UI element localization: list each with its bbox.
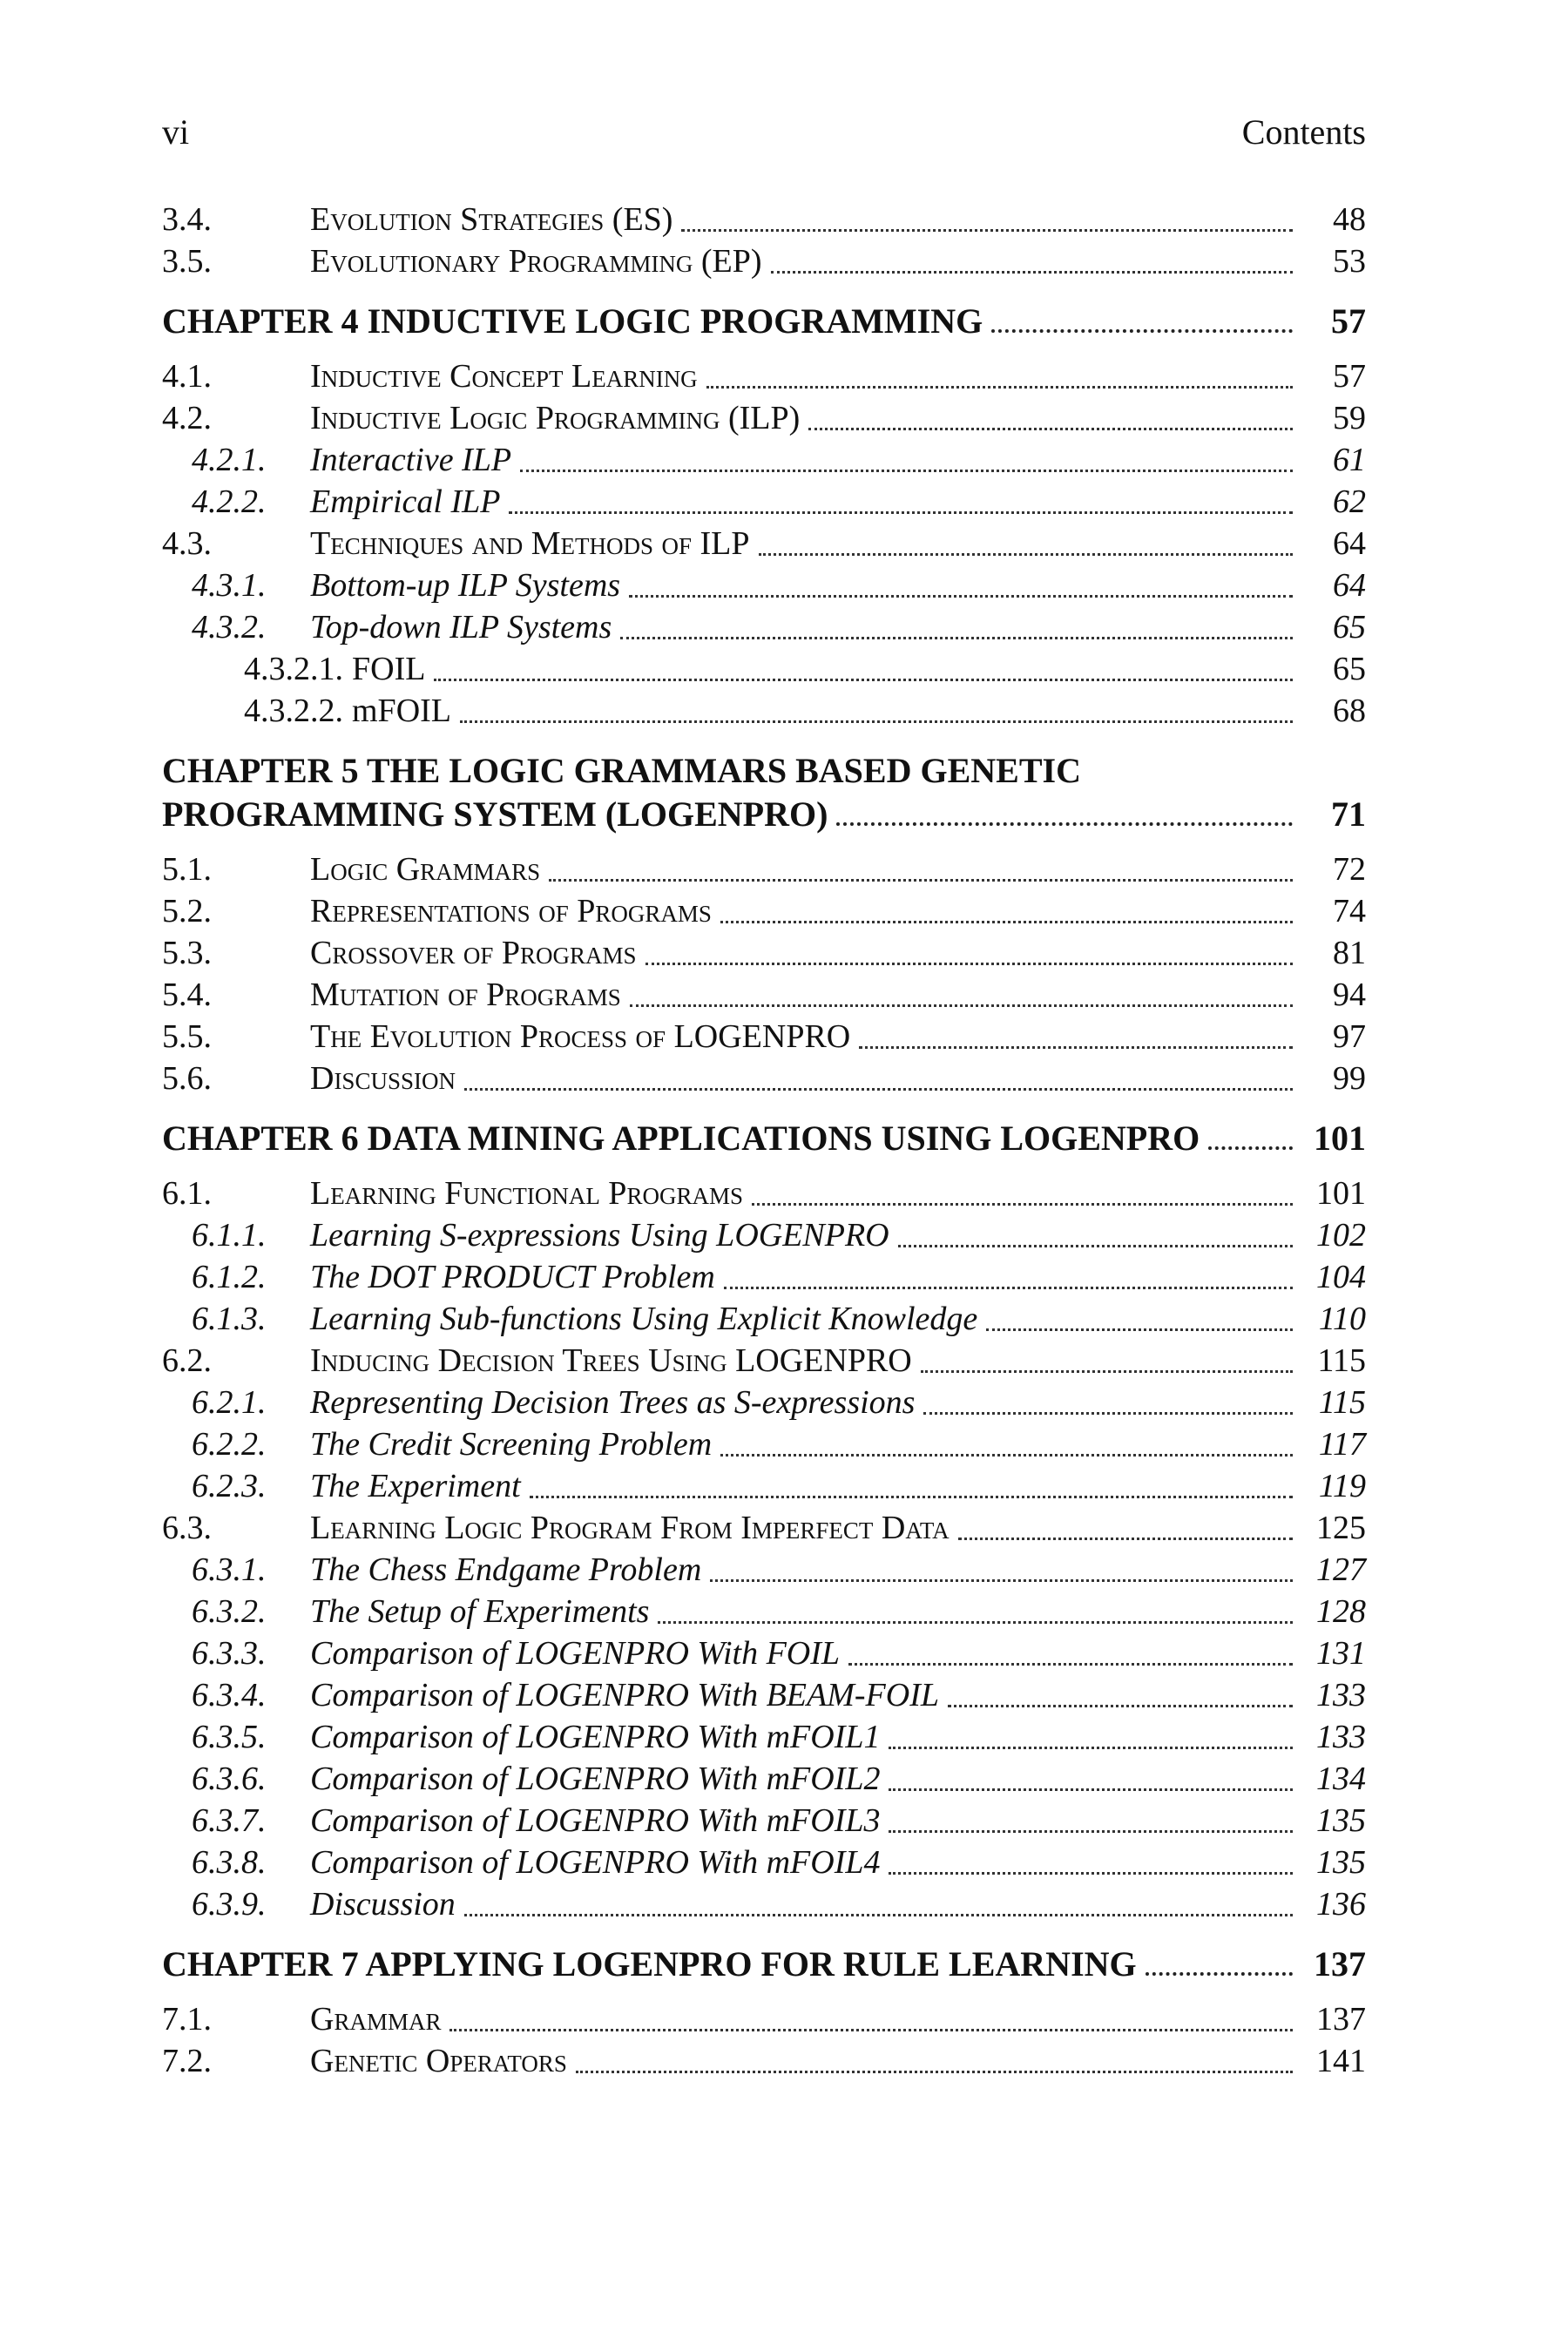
toc-entry <box>162 1883 1366 1925</box>
section-title: Techniques and Methods of ILP <box>310 525 750 562</box>
toc-entry <box>162 1758 1366 1800</box>
section-page-number: 137 <box>1316 2001 1366 2038</box>
dot-leader <box>629 595 1293 598</box>
toc-chapter <box>162 749 1366 836</box>
toc-entry <box>162 1716 1366 1758</box>
section-title: Genetic Operators <box>310 2043 567 2079</box>
toc-entry <box>162 1674 1366 1716</box>
section-number: 5.6. <box>162 1060 212 1097</box>
dot-leader <box>509 511 1293 514</box>
section-number: 4.1. <box>162 358 212 395</box>
section-title: Inductive Concept Learning <box>310 358 698 395</box>
dot-leader <box>958 1538 1293 1540</box>
toc-entry <box>162 1465 1366 1507</box>
toc-entry <box>162 690 1366 732</box>
toc-entry <box>162 1507 1366 1549</box>
section-page-number: 119 <box>1318 1468 1366 1504</box>
section-number: 6.2.3. <box>192 1468 267 1504</box>
section-page-number: 61 <box>1333 442 1366 478</box>
chapter-title: CHAPTER 7 APPLYING LOGENPRO FOR RULE LEARNING <box>162 1944 1137 1984</box>
dot-leader <box>549 879 1293 882</box>
dot-leader <box>1146 1972 1293 1976</box>
section-title: Inducing Decision Trees Using LOGENPRO <box>310 1342 912 1379</box>
section-page-number: 131 <box>1316 1635 1366 1672</box>
section-number: 6.3.1. <box>192 1551 267 1588</box>
section-title: The Experiment <box>310 1468 521 1504</box>
toc-entry <box>162 355 1366 397</box>
section-page-number: 135 <box>1316 1802 1366 1839</box>
section-page-number: 65 <box>1333 651 1366 687</box>
chapter-title: CHAPTER 6 DATA MINING APPLICATIONS USING LOGENPRO <box>162 1119 1200 1158</box>
dot-leader <box>710 1579 1293 1582</box>
section-page-number: 97 <box>1333 1018 1366 1055</box>
section-title: Evolution Strategies (ES) <box>310 201 673 238</box>
toc-entry <box>162 1058 1366 1099</box>
section-title: Comparison of LOGENPRO With mFOIL1 <box>310 1719 881 1755</box>
toc-entry <box>162 397 1366 439</box>
section-number: 4.3. <box>162 525 212 562</box>
section-number: 6.1.3. <box>192 1301 267 1337</box>
toc-entry <box>162 1591 1366 1632</box>
toc-entry <box>162 606 1366 648</box>
section-page-number: 133 <box>1316 1719 1366 1755</box>
toc-entry <box>162 199 1366 240</box>
dot-leader <box>449 2029 1293 2031</box>
dot-leader <box>948 1705 1293 1707</box>
toc-chapter <box>162 300 1366 343</box>
section-number: 6.1.1. <box>192 1217 267 1254</box>
section-title: FOIL <box>352 651 426 687</box>
section-page-number: 59 <box>1333 400 1366 436</box>
toc-entry <box>162 1173 1366 1214</box>
dot-leader <box>645 963 1293 965</box>
table-of-contents <box>162 199 1366 2082</box>
toc-entry <box>162 1842 1366 1883</box>
toc-entry <box>162 1632 1366 1674</box>
dot-leader <box>520 470 1293 472</box>
section-page-number: 115 <box>1317 1342 1366 1379</box>
section-number: 6.3.4. <box>192 1677 267 1713</box>
section-title: Discussion <box>310 1886 456 1923</box>
dot-leader <box>752 1203 1293 1206</box>
toc-entry <box>162 1800 1366 1842</box>
section-number: 6.2.2. <box>192 1426 267 1463</box>
section-number: 6.1. <box>162 1175 212 1212</box>
running-header: Contents <box>1241 112 1366 152</box>
chapter-page-number: 137 <box>1314 1944 1366 1984</box>
dot-leader <box>720 921 1293 923</box>
section-page-number: 53 <box>1333 243 1366 280</box>
section-title: Discussion <box>310 1060 456 1097</box>
dot-leader <box>889 1788 1293 1791</box>
section-page-number: 102 <box>1316 1217 1366 1254</box>
section-number: 4.2. <box>162 400 212 436</box>
section-page-number: 136 <box>1316 1886 1366 1923</box>
section-title: The Setup of Experiments <box>310 1593 650 1630</box>
section-title: Bottom-up ILP Systems <box>310 567 621 604</box>
chapter-page-number: 71 <box>1331 794 1366 834</box>
toc-entry <box>162 1298 1366 1340</box>
section-number: 6.3.5. <box>192 1719 267 1755</box>
section-number: 4.3.2. <box>192 609 267 645</box>
section-page-number: 135 <box>1316 1844 1366 1881</box>
dot-leader <box>848 1663 1293 1666</box>
section-page-number: 64 <box>1333 525 1366 562</box>
dot-leader <box>1208 1146 1293 1150</box>
dot-leader <box>464 1088 1293 1091</box>
dot-leader <box>808 428 1293 430</box>
dot-leader <box>771 271 1293 274</box>
section-number: 3.4. <box>162 201 212 238</box>
toc-entry <box>162 240 1366 282</box>
dot-leader <box>720 1454 1293 1456</box>
section-number: 4.3.2.1. <box>244 651 343 687</box>
chapter-title: CHAPTER 4 INDUCTIVE LOGIC PROGRAMMING <box>162 301 983 341</box>
section-page-number: 141 <box>1316 2043 1366 2079</box>
section-title: Logic Grammars <box>310 851 541 888</box>
section-number: 6.3.6. <box>192 1761 267 1797</box>
dot-leader <box>464 1914 1293 1916</box>
section-number: 6.3. <box>162 1510 212 1546</box>
section-number: 4.3.1. <box>192 567 267 604</box>
toc-entry <box>162 2040 1366 2082</box>
section-number: 7.1. <box>162 2001 212 2038</box>
chapter-page-number: 57 <box>1331 301 1366 341</box>
section-title: Learning Sub-functions Using Explicit Knowledge <box>310 1301 978 1337</box>
dot-leader <box>991 329 1293 333</box>
toc-entry <box>162 1016 1366 1058</box>
section-number: 4.2.2. <box>192 483 267 520</box>
section-page-number: 127 <box>1316 1551 1366 1588</box>
section-title: The Credit Screening Problem <box>310 1426 713 1463</box>
section-number: 6.2. <box>162 1342 212 1379</box>
toc-entry <box>162 890 1366 932</box>
toc-entry <box>162 523 1366 564</box>
toc-entry <box>162 1214 1366 1256</box>
dot-leader <box>576 2071 1293 2073</box>
section-page-number: 74 <box>1333 893 1366 929</box>
dot-leader <box>630 1004 1293 1007</box>
toc-entry <box>162 1998 1366 2040</box>
section-title: Comparison of LOGENPRO With mFOIL2 <box>310 1761 881 1797</box>
section-number: 6.3.9. <box>192 1886 267 1923</box>
section-page-number: 81 <box>1333 935 1366 971</box>
section-number: 6.1.2. <box>192 1259 267 1295</box>
section-page-number: 134 <box>1316 1761 1366 1797</box>
section-number: 5.5. <box>162 1018 212 1055</box>
section-page-number: 65 <box>1333 609 1366 645</box>
toc-entry <box>162 1549 1366 1591</box>
section-page-number: 125 <box>1316 1510 1366 1546</box>
section-title: Empirical ILP <box>310 483 501 520</box>
section-page-number: 48 <box>1333 201 1366 238</box>
chapter-title: CHAPTER 5 THE LOGIC GRAMMARS BASED GENETIC <box>162 751 1081 790</box>
section-page-number: 101 <box>1316 1175 1366 1212</box>
dot-leader <box>836 822 1293 826</box>
section-page-number: 115 <box>1318 1384 1366 1421</box>
section-number: 3.5. <box>162 243 212 280</box>
dot-leader <box>724 1287 1293 1289</box>
section-title: Representations of Programs <box>310 893 712 929</box>
dot-leader <box>530 1496 1293 1498</box>
dot-leader <box>759 553 1293 556</box>
toc-entry <box>162 848 1366 890</box>
section-number: 5.2. <box>162 893 212 929</box>
dot-leader <box>923 1412 1293 1415</box>
dot-leader <box>889 1747 1293 1749</box>
dot-leader <box>658 1621 1293 1624</box>
section-page-number: 99 <box>1333 1060 1366 1097</box>
chapter-title: PROGRAMMING SYSTEM (LOGENPRO) <box>162 794 828 834</box>
dot-leader <box>889 1830 1293 1833</box>
toc-entry <box>162 932 1366 974</box>
section-title: Inductive Logic Programming (ILP) <box>310 400 801 436</box>
toc-entry <box>162 974 1366 1016</box>
toc-entry <box>162 1382 1366 1423</box>
dot-leader <box>859 1046 1293 1049</box>
section-number: 6.3.8. <box>192 1844 267 1881</box>
section-title: Comparison of LOGENPRO With mFOIL3 <box>310 1802 881 1839</box>
toc-entry <box>162 1256 1366 1298</box>
section-title: Representing Decision Trees as S-expressions <box>310 1384 916 1421</box>
dot-leader <box>681 229 1293 232</box>
dot-leader <box>706 386 1293 389</box>
section-number: 6.3.3. <box>192 1635 267 1672</box>
dot-leader <box>434 679 1293 681</box>
section-page-number: 128 <box>1316 1593 1366 1630</box>
section-number: 5.4. <box>162 977 212 1013</box>
toc-chapter <box>162 1117 1366 1160</box>
section-number: 4.2.1. <box>192 442 267 478</box>
section-title: Comparison of LOGENPRO With mFOIL4 <box>310 1844 881 1881</box>
section-title: The Chess Endgame Problem <box>310 1551 702 1588</box>
toc-entry <box>162 1340 1366 1382</box>
section-title: The DOT PRODUCT Problem <box>310 1259 715 1295</box>
page-number-roman: vi <box>162 112 190 152</box>
section-number: 6.2.1. <box>192 1384 267 1421</box>
section-title: Top-down ILP Systems <box>310 609 612 645</box>
section-number: 7.2. <box>162 2043 212 2079</box>
section-page-number: 62 <box>1333 483 1366 520</box>
toc-entry <box>162 481 1366 523</box>
section-page-number: 72 <box>1333 851 1366 888</box>
section-page-number: 117 <box>1318 1426 1366 1463</box>
toc-entry <box>162 439 1366 481</box>
chapter-page-number: 101 <box>1314 1119 1366 1158</box>
section-page-number: 94 <box>1333 977 1366 1013</box>
section-number: 5.1. <box>162 851 212 888</box>
toc-entry <box>162 564 1366 606</box>
dot-leader <box>986 1328 1293 1331</box>
section-page-number: 104 <box>1316 1259 1366 1295</box>
dot-leader <box>898 1245 1293 1247</box>
section-page-number: 57 <box>1333 358 1366 395</box>
section-number: 5.3. <box>162 935 212 971</box>
section-title: The Evolution Process of LOGENPRO <box>310 1018 851 1055</box>
section-title: Learning S-expressions Using LOGENPRO <box>310 1217 889 1254</box>
section-title: Comparison of LOGENPRO With FOIL <box>310 1635 841 1672</box>
dot-leader <box>889 1872 1293 1875</box>
section-title: Crossover of Programs <box>310 935 637 971</box>
section-page-number: 110 <box>1318 1301 1366 1337</box>
section-number: 4.3.2.2. <box>244 693 343 729</box>
toc-entry <box>162 648 1366 690</box>
section-title: Learning Functional Programs <box>310 1175 743 1212</box>
dot-leader <box>460 720 1293 723</box>
section-number: 6.3.7. <box>192 1802 267 1839</box>
section-page-number: 68 <box>1333 693 1366 729</box>
section-page-number: 133 <box>1316 1677 1366 1713</box>
toc-entry <box>162 1423 1366 1465</box>
section-page-number: 64 <box>1333 567 1366 604</box>
section-title: Evolutionary Programming (EP) <box>310 243 762 280</box>
section-title: mFOIL <box>352 693 451 729</box>
section-title: Grammar <box>310 2001 442 2038</box>
dot-leader <box>921 1370 1293 1373</box>
dot-leader <box>620 637 1293 639</box>
section-title: Learning Logic Program From Imperfect Data <box>310 1510 950 1546</box>
toc-chapter <box>162 1943 1366 1986</box>
section-title: Mutation of Programs <box>310 977 621 1013</box>
section-title: Interactive ILP <box>310 442 512 478</box>
section-title: Comparison of LOGENPRO With BEAM-FOIL <box>310 1677 939 1713</box>
section-number: 6.3.2. <box>192 1593 267 1630</box>
